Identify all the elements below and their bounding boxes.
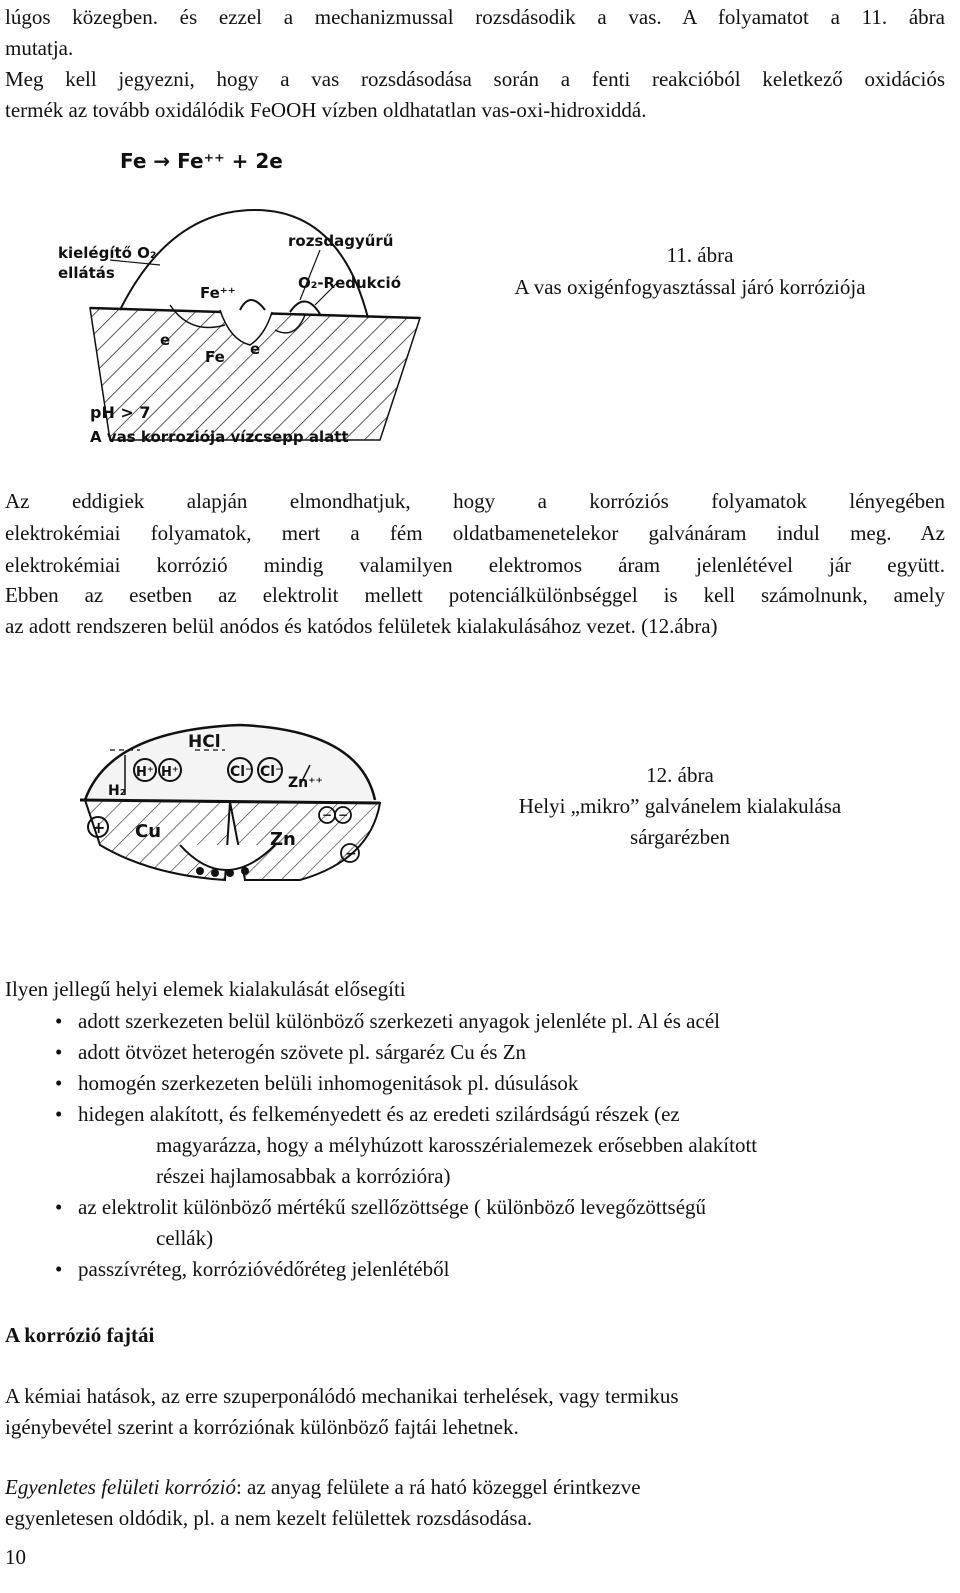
list-item: • passzívréteg, korrózióvédőréteg jelenlétéből	[55, 1254, 945, 1285]
bullet-icon: •	[55, 1257, 63, 1281]
section-heading: A korrózió fajtái	[5, 1323, 155, 1347]
para3-line-2: igénybevétel szerint a korróziónak különböző fajtái lehetnek.	[5, 1415, 519, 1439]
label-o2-reduction: O₂-Redukció	[298, 274, 402, 292]
rust-mound	[290, 301, 320, 314]
label-zn-ion: Zn⁺⁺	[288, 775, 323, 791]
intro-line-3: Meg kell jegyezni, hogy a vas rozsdásodása során a fenti reakcióból keletkező oxidációs	[5, 67, 945, 91]
term-uniform-corrosion: Egyenletes felületi korrózió	[5, 1475, 236, 1499]
para2-line-5: az adott rendszeren belül anódos és katódos felületek kialakulásához vezet. (12.ábra)	[5, 614, 718, 638]
equation-text: Fe → Fe⁺⁺ + 2e	[120, 149, 283, 173]
para4-line-1: Egyenletes felületi korrózió: az anyag felülete a rá ható közeggel érintkezve	[5, 1475, 641, 1499]
para2-line-2: elektrokémiai folyamatok, mert a fém oldatbamenetelekor galvánáram indul meg. Az	[5, 521, 945, 545]
figure-12-caption-2: sárgarézben	[630, 825, 730, 849]
figure-12-caption: Helyi „mikro” galvánelem kialakulása	[518, 794, 842, 818]
figure-11-subtitle: A vas korroziója vízcsepp alatt	[90, 428, 349, 446]
label-h-plus-1: H⁺	[136, 765, 154, 780]
page-number: 10	[5, 1545, 26, 1569]
bullet-icon: •	[55, 1102, 63, 1126]
label-cl-2: Cl⁻	[260, 764, 283, 780]
rust-mound	[240, 300, 265, 310]
para2-line-3: elektrokémiai korrózió mindig valamilyen elektromos áram jelenlétével jár együtt.	[5, 553, 945, 577]
label-zn: Zn	[270, 829, 296, 850]
figure-12-number: 12. ábra	[646, 763, 714, 787]
label-cl-1: Cl⁻	[230, 764, 253, 780]
list-item: • adott szerkezeten belül különböző szerkezeti anyagok jelenléte pl. Al és acél	[55, 1006, 945, 1037]
label-fe: Fe	[205, 348, 225, 366]
figure-11-number: 11. ábra	[666, 243, 734, 267]
label-oxygen-supply-2: ellátás	[58, 264, 115, 282]
droplet-outline	[120, 210, 368, 318]
label-fe-ion: Fe⁺⁺	[200, 284, 236, 302]
list-intro: Ilyen jellegű helyi elemek kialakulását elősegíti	[5, 977, 406, 1001]
bullet-icon: •	[55, 1195, 63, 1219]
label-electron-left: e	[160, 331, 171, 349]
para2-line-1: Az eddigiek alapján elmondhatjuk, hogy a korróziós folyamatok lényegében	[5, 489, 945, 513]
bullet-icon: •	[55, 1009, 63, 1033]
intro-line-4: termék az tovább oxidálódik FeOOH vízben oldhatatlan vas-oxi-hidroxiddá.	[5, 98, 647, 122]
label-cu: Cu	[135, 821, 162, 842]
label-rust-ring: rozsdagyűrű	[288, 232, 394, 250]
intro-line-1: lúgos közegben. és ezzel a mechanizmussal rozsdásodik a vas. A folyamatot a 11. ábra	[5, 5, 945, 29]
figure-11-caption: A vas oxigénfogyasztással járó korróziója	[514, 275, 866, 299]
svg-text:−: −	[322, 808, 333, 822]
list-item: • az elektrolit különböző mértékű szellőzöttsége ( különböző levegőzöttségű cellák)	[55, 1192, 945, 1254]
para4-line-2: egyenletesen oldódik, pl. a nem kezelt felülettek rozsdásodása.	[5, 1506, 533, 1530]
list-item: • adott ötvözet heterogén szövete pl. sárgaréz Cu és Zn	[55, 1037, 945, 1068]
svg-text:+: +	[92, 818, 106, 837]
para3-line-1: A kémiai hatások, az erre szuperponálódó mechanikai terhelések, vagy termikus	[5, 1384, 679, 1408]
intro-line-2: mutatja.	[5, 36, 74, 60]
svg-text:−: −	[345, 846, 357, 862]
label-oxygen-supply: kielégítő O₂	[58, 244, 157, 262]
label-ph: pH > 7	[90, 403, 151, 422]
factor-list	[55, 1006, 945, 1285]
para2-line-4: Ebben az esetben az elektrolit mellett potenciálkülönbséggel is kell számolnunk, amely	[5, 583, 945, 607]
bullet-icon: •	[55, 1071, 63, 1095]
zinc-region	[230, 802, 380, 880]
label-h2: H₂	[108, 783, 126, 799]
label-hcl: HCl	[188, 732, 221, 752]
label-h-plus-2: H⁺	[161, 765, 179, 780]
figure-12-drawing	[30, 695, 430, 905]
figure-11-drawing	[50, 140, 470, 460]
svg-text:−: −	[338, 808, 349, 822]
label-electron-right: e	[250, 340, 261, 358]
list-item: • homogén szerkezeten belüli inhomogenitások pl. dúsulások	[55, 1068, 945, 1099]
bullet-icon: •	[55, 1040, 63, 1064]
list-item: • hidegen alakított, és felkeményedett és az eredeti szilárdságú részek (ez magyarázza, hogy a mélyhúzott karosszérialemezek erősebben alakított részei hajlamosabbak a korrózióra)	[55, 1099, 945, 1192]
